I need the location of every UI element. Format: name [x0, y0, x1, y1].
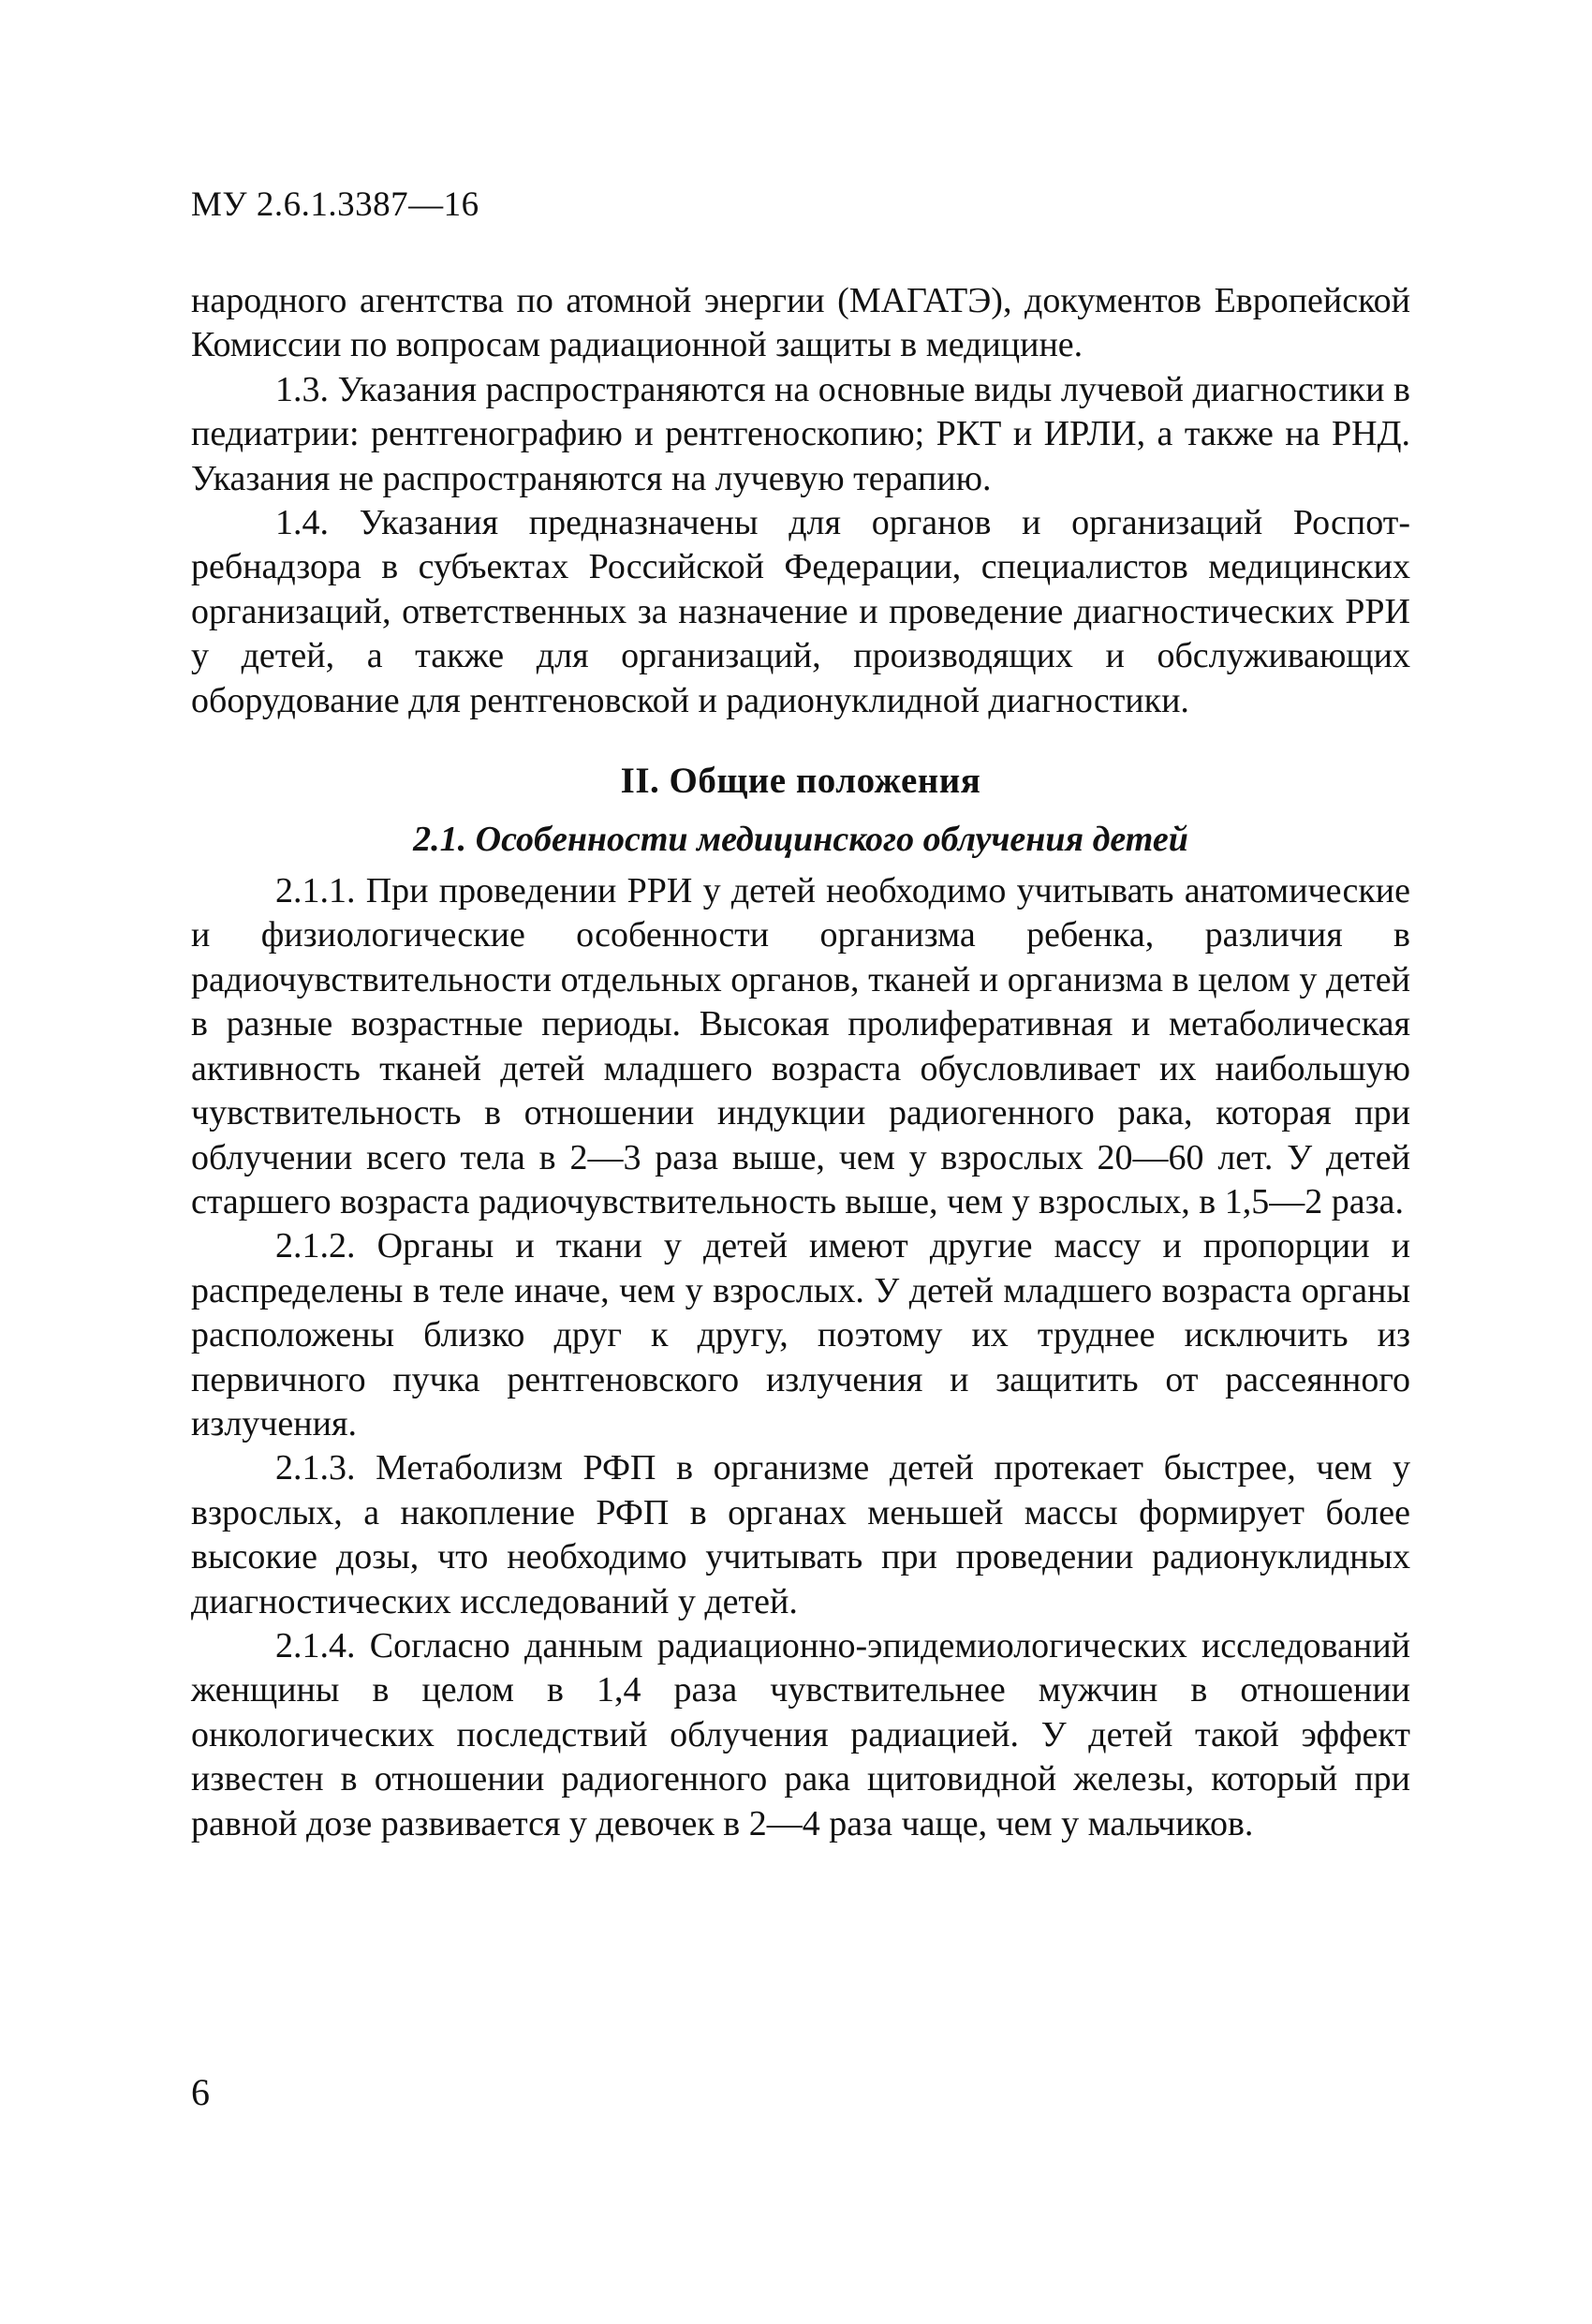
section-title: II. Общие положения — [620, 761, 981, 802]
page-number: 6 — [191, 2071, 210, 2113]
paragraph-1-4: 1.4. Указания предназначены для органов и организаций Роспотребнадзора в субъектах Российской Федерации, специалистов медицинских организаций, ответственных за назначение и проведение диагностических РРИ у детей, а также для организаций, производящих и обслуживающих оборудование для рентгеновской и радионуклидной диагностики. — [191, 503, 1410, 720]
paragraph-intro-continuation: народного агентства по атомной энергии (МАГАТЭ), документов Европейской Комиссии по вопросам радиационной защиты в медицине. — [191, 281, 1410, 365]
document-body — [191, 279, 1410, 1846]
document-code-header: МУ 2.6.1.3387—16 — [191, 185, 479, 224]
paragraph-2-1-1: 2.1.1. При проведении РРИ у детей необходимо учитывать анатомические и физиологические особенности организма ребенка, различия в радиочувствительности отдельных органов, тканей и организма в целом у детей в разные возрастные периоды. Высокая пролиферативная и метаболическая активность тканей детей младшего возраста обусловливает их наибольшую чувствительность в отношении индукции радиогенного рака, которая при облучении всего тела в 2—3 раза выше, чем у взрослых 20—60 лет. У детей старшего возраста радиочувствительность выше, чем у взрослых, в 1,5—2 раза. — [191, 871, 1410, 1221]
paragraph-2-1-3: 2.1.3. Метаболизм РФП в организме детей протекает быстрее, чем у взрослых, а накопление РФП в органах меньшей массы формирует более высокие дозы, что необходимо учитывать при проведении радионуклидных диагностических исследований у детей. — [191, 1448, 1410, 1621]
paragraph-2-1-4: 2.1.4. Согласно данным радиационно-эпидемиологических исследований женщины в целом в 1,4 раза чувствительнее мужчин в отношении онкологических последствий облучения радиацией. У детей такой эффект известен в отношении радиогенного рака щитовидной железы, который при равной дозе развивается у девочек в 2—4 раза чаще, чем у мальчиков. — [191, 1625, 1410, 1843]
subsection-title: 2.1. Особенности медицинского облучения детей — [413, 820, 1188, 860]
paragraph-1-3: 1.3. Указания распространяются на основные виды лучевой диагностики в педиатрии: рентгенографию и рентгеноскопию; РКТ и ИРЛИ, а также на РНД. Указания не распространяются на лучевую терапию. — [191, 369, 1410, 498]
paragraph-2-1-2: 2.1.2. Органы и ткани у детей имеют другие массу и пропорции и распределены в теле иначе, чем у взрослых. У детей младшего возраста органы расположены близко друг к другу, поэтому их труднее исключить из первичного пучка рентгеновского излучения и защитить от рассеянного излучения. — [191, 1226, 1410, 1443]
